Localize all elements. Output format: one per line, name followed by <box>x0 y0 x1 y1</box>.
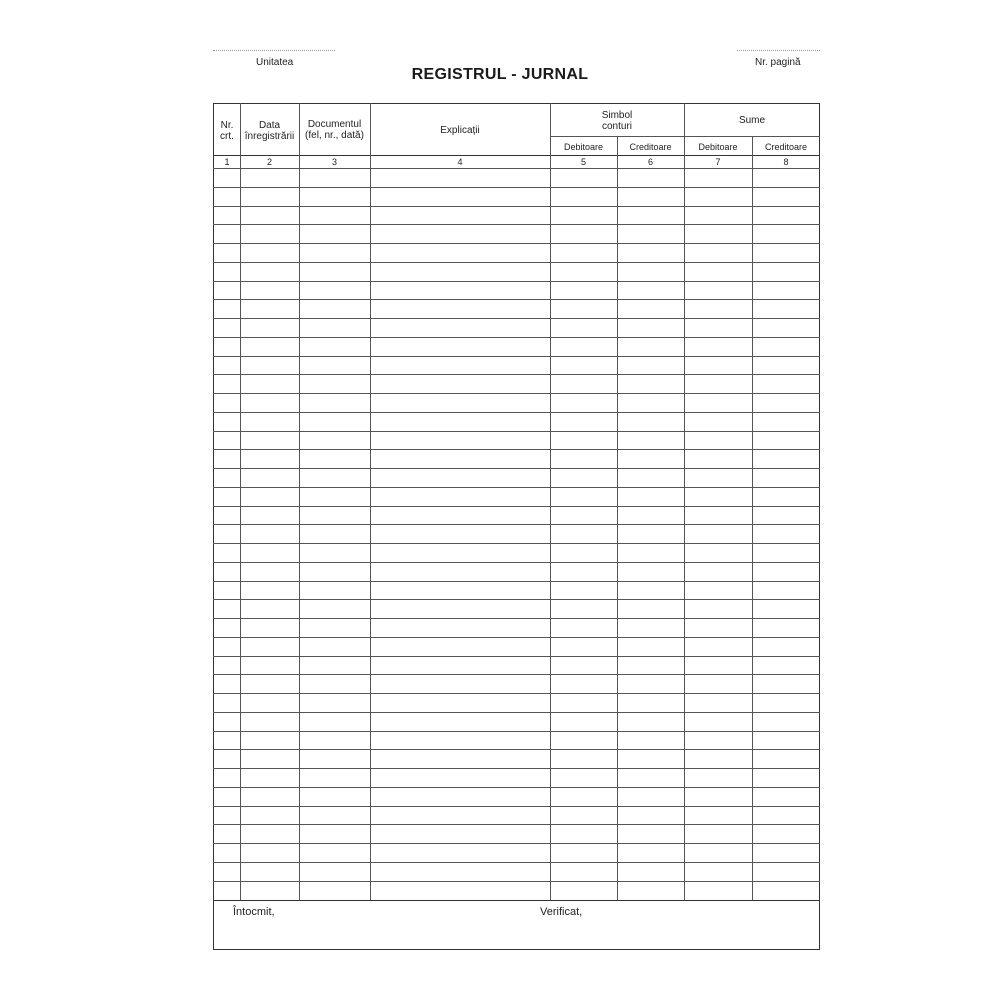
table-row-line <box>213 806 820 807</box>
column-number-6: 6 <box>647 157 653 167</box>
page-number-label: Nr. pagină <box>755 57 801 68</box>
subcol-header-creditoare-accounts: Creditoare <box>629 142 672 152</box>
table-row-line <box>213 374 820 375</box>
unit-dotted-line <box>213 50 335 51</box>
table-row-line <box>213 656 820 657</box>
table-column-line <box>684 103 685 900</box>
table-row-line <box>213 412 820 413</box>
journal-table-frame <box>213 103 820 950</box>
table-row-line <box>213 318 820 319</box>
col-header-data: Data înregistrării <box>244 120 295 142</box>
table-row-line <box>213 599 820 600</box>
prepared-by-label: Întocmit, <box>233 906 275 918</box>
table-row-line <box>213 506 820 507</box>
table-column-line <box>370 103 371 900</box>
table-row-line <box>213 393 820 394</box>
table-row-line <box>213 449 820 450</box>
table-row-line <box>213 431 820 432</box>
column-number-8: 8 <box>783 157 789 167</box>
table-row-line <box>213 731 820 732</box>
col-header-nr: Nr. crt. <box>220 120 234 142</box>
table-row-line <box>213 862 820 863</box>
table-row-line <box>213 187 820 188</box>
subcol-header-debitoare-accounts: Debitoare <box>563 142 604 152</box>
col-header-explicatii: Explicații <box>440 125 480 136</box>
table-footer-separator <box>213 900 820 901</box>
table-row-line <box>213 881 820 882</box>
column-number-1: 1 <box>224 157 230 167</box>
table-row-line <box>213 562 820 563</box>
unit-label: Unitatea <box>256 57 294 68</box>
subcol-header-creditoare-sums: Creditoare <box>764 142 808 152</box>
table-subcolumn-line <box>617 136 618 900</box>
table-row-line <box>213 637 820 638</box>
table-row-line <box>213 206 820 207</box>
verified-by-label: Verificat, <box>540 906 583 918</box>
column-number-5: 5 <box>580 157 586 167</box>
table-row-line <box>213 693 820 694</box>
table-column-line <box>240 103 241 900</box>
table-row-line <box>213 487 820 488</box>
table-row-line <box>213 299 820 300</box>
column-number-2: 2 <box>266 157 272 167</box>
table-row-line <box>213 824 820 825</box>
table-row-line <box>213 787 820 788</box>
table-row-line <box>213 843 820 844</box>
document-title: REGISTRUL - JURNAL <box>411 66 589 83</box>
table-column-line <box>299 103 300 900</box>
number-row-bottom-line <box>213 168 820 169</box>
col-header-simbol-conturi: Simbol conturi <box>601 110 633 132</box>
table-row-line <box>213 243 820 244</box>
col-header-sume: Sume <box>738 115 766 126</box>
table-row-line <box>213 356 820 357</box>
table-subcolumn-line <box>752 136 753 900</box>
column-number-7: 7 <box>715 157 721 167</box>
page-number-dotted-line <box>737 50 820 51</box>
table-row-line <box>213 543 820 544</box>
table-row-line <box>213 581 820 582</box>
table-row-line <box>213 262 820 263</box>
table-row-line <box>213 768 820 769</box>
table-row-line <box>213 618 820 619</box>
table-row-line <box>213 468 820 469</box>
column-number-3: 3 <box>331 157 337 167</box>
subcol-header-debitoare-sums: Debitoare <box>698 142 738 152</box>
table-row-line <box>213 749 820 750</box>
header-bottom-line <box>213 155 820 156</box>
col-header-document: Documentul (fel, nr., dată) <box>305 119 364 141</box>
table-row-line <box>213 674 820 675</box>
table-row-line <box>213 524 820 525</box>
table-row-line <box>213 337 820 338</box>
header-subdivision-line <box>550 136 820 137</box>
table-row-line <box>213 712 820 713</box>
table-column-line <box>550 103 551 900</box>
table-row-line <box>213 281 820 282</box>
column-number-4: 4 <box>457 157 463 167</box>
table-row-line <box>213 224 820 225</box>
